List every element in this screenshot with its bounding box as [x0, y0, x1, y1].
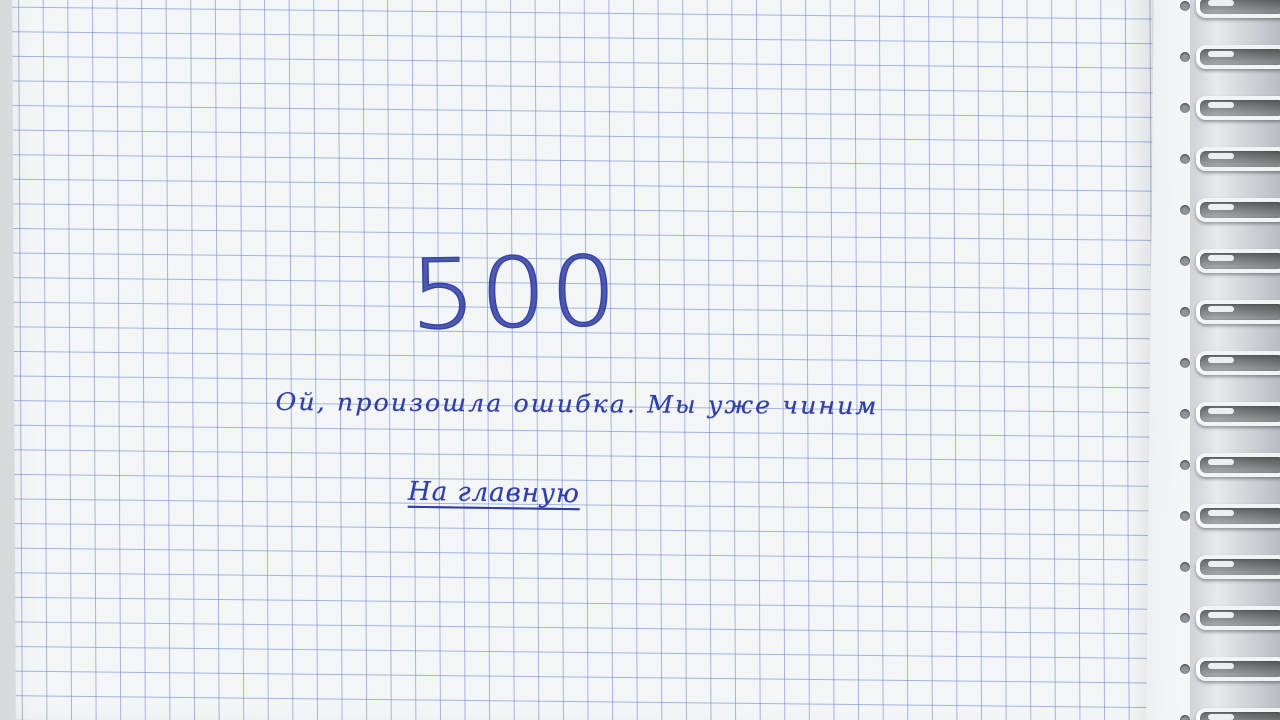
binding-hole — [1180, 256, 1190, 266]
grid-paper-page — [12, 0, 1156, 720]
binding-hole — [1180, 205, 1190, 215]
binding-hole — [1180, 103, 1190, 113]
spiral-ring — [1196, 657, 1280, 681]
spiral-ring — [1196, 249, 1280, 273]
spiral-ring — [1196, 96, 1280, 120]
binding-hole — [1180, 358, 1190, 368]
home-link[interactable]: На главную — [407, 476, 581, 510]
binding-hole — [1180, 409, 1190, 419]
binding-hole — [1180, 460, 1190, 470]
binding-hole — [1180, 1, 1190, 11]
spiral-ring — [1196, 147, 1280, 171]
binding-hole — [1180, 154, 1190, 164]
error-message: Ой, произошла ошибка. Мы уже чиним — [275, 387, 879, 421]
spiral-ring — [1196, 45, 1280, 69]
spiral-ring — [1196, 504, 1280, 528]
spiral-ring — [1196, 300, 1280, 324]
binding-hole — [1180, 664, 1190, 674]
binding-hole — [1180, 52, 1190, 62]
spiral-ring — [1196, 708, 1280, 720]
binding-hole — [1180, 613, 1190, 623]
error-code: 500 — [409, 235, 622, 351]
spiral-ring — [1196, 453, 1280, 477]
binding-hole — [1180, 511, 1190, 521]
spiral-ring — [1196, 402, 1280, 426]
spiral-ring — [1196, 555, 1280, 579]
spiral-ring — [1196, 0, 1280, 18]
binding-hole — [1180, 562, 1190, 572]
binding-hole — [1180, 307, 1190, 317]
spiral-ring — [1196, 198, 1280, 222]
binding-hole — [1180, 715, 1190, 720]
spiral-ring — [1196, 606, 1280, 630]
spiral-ring — [1196, 351, 1280, 375]
